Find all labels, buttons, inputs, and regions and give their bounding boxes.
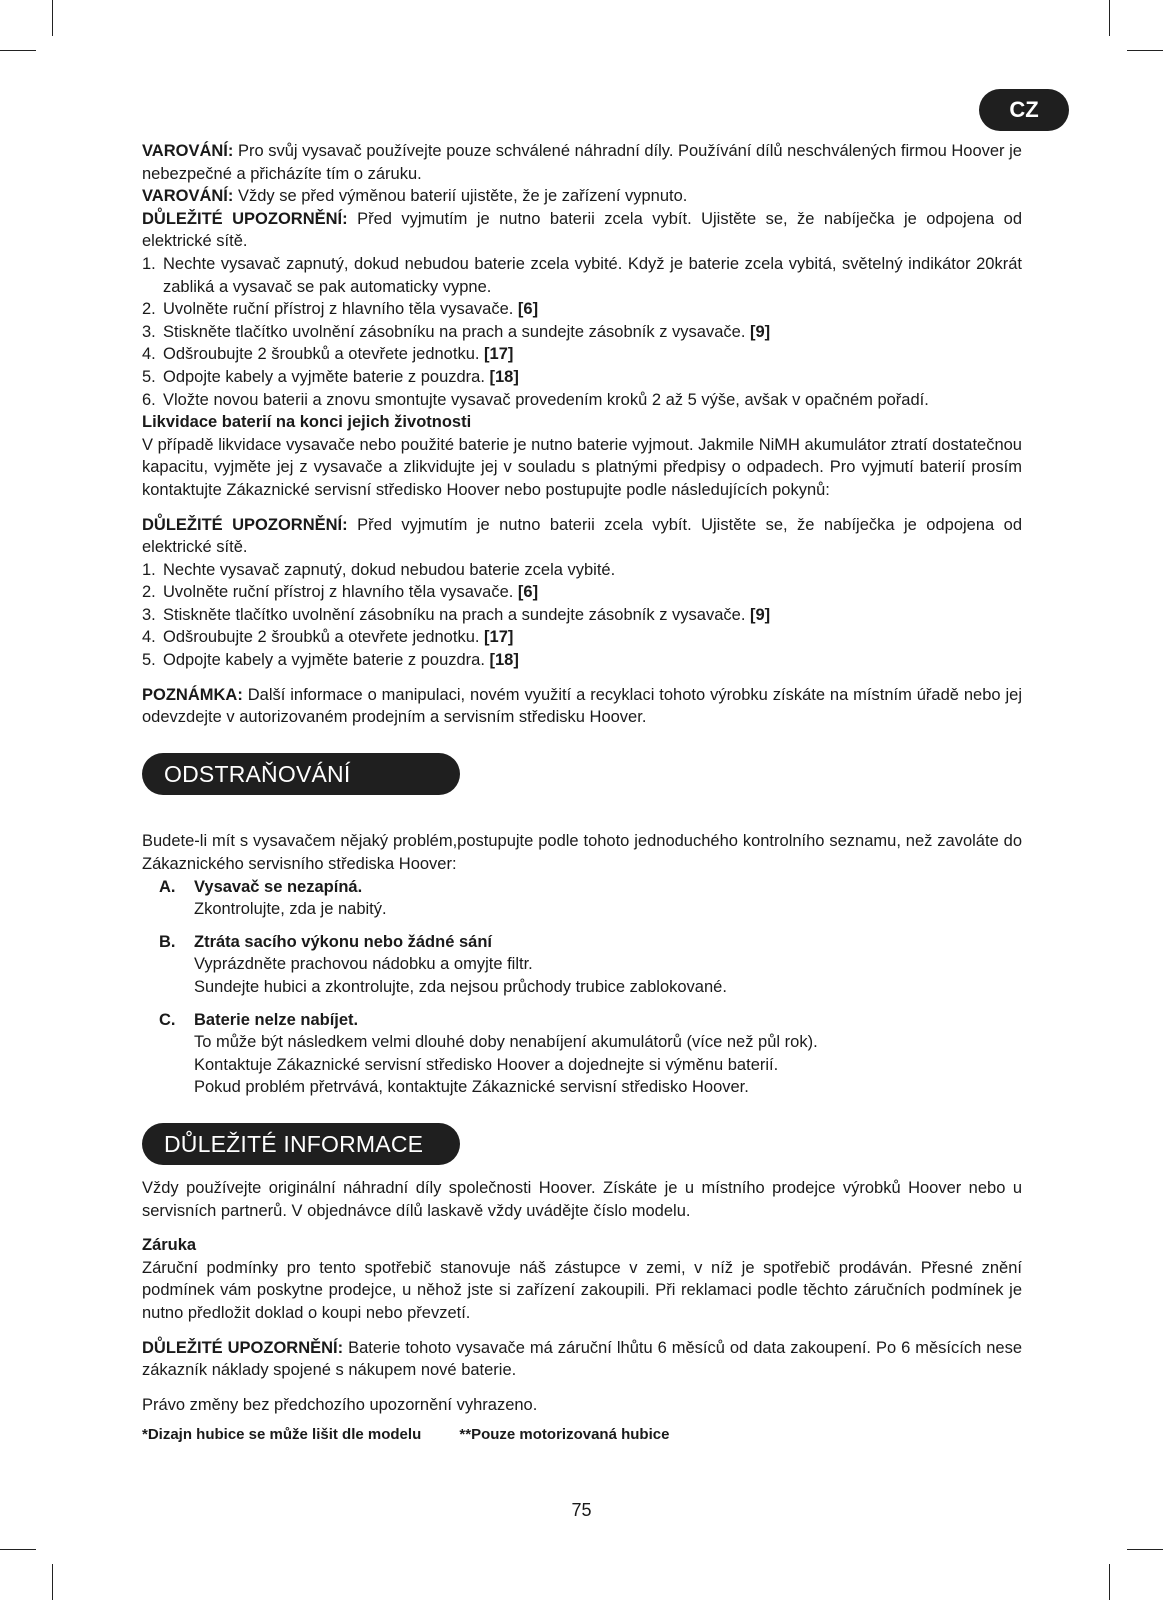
crop-mark-br-v: [1109, 1564, 1110, 1600]
list-item: [142, 581, 1022, 604]
crop-mark-tl-h: [0, 50, 36, 51]
step-ref: [17]: [484, 628, 514, 647]
item-line: To může být následkem velmi dlouhé doby nenabíjení akumulátorů (více než půl rok).: [194, 1033, 818, 1052]
crop-mark-tl-v: [52, 0, 53, 36]
step-ref: [9]: [750, 605, 771, 624]
item-line: Vyprázdněte prachovou nádobku a omyjte filtr.: [194, 955, 533, 974]
step-ref: [6]: [517, 583, 539, 602]
step-number: 5.: [142, 651, 156, 670]
list-item: [142, 343, 1022, 366]
troubleshooting-list: [142, 876, 1022, 1099]
notice-paragraph: [142, 1337, 1022, 1382]
page-content: [142, 140, 1022, 1447]
step-ref: [18]: [489, 651, 519, 670]
important-info-heading: DŮLEŽITÉ INFORMACE: [142, 1123, 460, 1165]
warranty-title: Záruka: [142, 1236, 197, 1255]
warning-paragraph: [142, 140, 1022, 185]
list-item: [142, 366, 1022, 389]
list-item: [142, 1009, 1022, 1099]
rights-reserved: Právo změny bez předchozího upozornění vyhrazeno.: [142, 1395, 538, 1414]
item-letter: B.: [159, 932, 176, 951]
list-item: [142, 649, 1022, 672]
crop-mark-bl-v: [52, 1564, 53, 1600]
list-item: [142, 253, 1022, 298]
crop-mark-tr-v: [1109, 0, 1110, 36]
step-number: 3.: [142, 605, 156, 624]
list-item: [142, 321, 1022, 344]
list-item: [142, 604, 1022, 627]
notice-label: DŮLEŽITÉ UPOZORNĚNÍ:: [142, 515, 348, 534]
list-item: [142, 626, 1022, 649]
step-number: 1.: [142, 254, 156, 273]
step-ref: [18]: [489, 367, 519, 386]
warning-label: VAROVÁNÍ:: [142, 142, 234, 160]
footnotes: [142, 1424, 1022, 1447]
notice-text: Před vyjmutím je nutno baterii zcela vybít. Ujistěte se, že nabíječka je odpojena od elektrické sítě.: [142, 515, 1022, 557]
step-ref: [9]: [750, 322, 771, 341]
important-info-text: Vždy používejte originální náhradní díly společnosti Hoover. Získáte je u místního prodejce výrobků Hoover nebo u servisních partnerů. V objednávce dílů laskavě vždy uvádějte číslo modelu.: [142, 1178, 1022, 1220]
step-number: 2.: [142, 300, 156, 319]
step-text: Uvolněte ruční přístroj z hlavního těla vysavače.: [163, 583, 518, 602]
step-text: Odpojte kabely a vyjměte baterie z pouzdra.: [163, 651, 490, 670]
list-item: [142, 389, 1022, 412]
step-text: Uvolněte ruční přístroj z hlavního těla vysavače.: [163, 300, 518, 319]
item-letter: C.: [159, 1010, 176, 1029]
item-title: Ztráta sacího výkonu nebo žádné sání: [194, 932, 492, 951]
step-text: Nechte vysavač zapnutý, dokud nebudou baterie zcela vybité. Když je baterie zcela vybitá, světelný indikátor 20krát zabliká a vysavač se pak automaticky vypne.: [163, 254, 1022, 296]
step-number: 3.: [142, 322, 156, 341]
footnote: *Dizajn hubice se může lišit dle modelu: [142, 1426, 422, 1444]
item-line: Zkontrolujte, zda je nabitý.: [194, 900, 387, 919]
note-text: Další informace o manipulaci, novém využití a recyklaci tohoto výrobku získáte na místním úřadě nebo jej odevzdejte v autorizovaném prodejním a servisním středisku Hoover.: [142, 685, 1022, 727]
warning-paragraph: [142, 185, 1022, 208]
step-number: 5.: [142, 367, 156, 386]
step-text: Stiskněte tlačítko uvolnění zásobníku na prach a sundejte zásobník z vysavače.: [163, 322, 751, 341]
troubleshooting-heading: ODSTRAŇOVÁNÍ ZÁVAD: [142, 753, 460, 795]
step-number: 2.: [142, 583, 156, 602]
list-item: [142, 559, 1022, 582]
list-item: [142, 298, 1022, 321]
item-line: Pokud problém přetrvává, kontaktujte Zákaznické servisní středisko Hoover.: [194, 1078, 749, 1097]
crop-mark-tr-h: [1127, 50, 1163, 51]
step-text: Odšroubujte 2 šroubků a otevřete jednotku.: [163, 345, 485, 364]
step-text: Stiskněte tlačítko uvolnění zásobníku na prach a sundejte zásobník z vysavače.: [163, 605, 751, 624]
step-number: 4.: [142, 628, 156, 647]
page-number: 75: [571, 1500, 592, 1520]
item-line: Kontaktuje Zákaznické servisní středisko Hoover a dojednejte si výměnu baterií.: [194, 1055, 779, 1074]
step-ref: [6]: [517, 300, 539, 319]
list-item: [142, 931, 1022, 999]
step-ref: [17]: [484, 345, 514, 364]
notice-label: DŮLEŽITÉ UPOZORNĚNÍ:: [142, 1338, 344, 1357]
battery-removal-steps: [142, 559, 1022, 672]
disposal-text: V případě likvidace vysavače nebo použité baterie je nutno baterie vyjmout. Jakmile NiMH akumulátor ztratí dostatečnou kapacitu, vyjměte jej z vysavače a zlikvidujte jej v souladu s platnými předpisy o odpadech. Pro vyjmutí baterií prosím kontaktujte Zákaznické servisní středisko Hoover nebo postupujte podle následujících pokynů:: [142, 435, 1022, 499]
notice-paragraph: [142, 514, 1022, 559]
item-title: Vysavač se nezapíná.: [194, 877, 363, 896]
battery-replacement-steps: [142, 253, 1022, 411]
notice-paragraph: [142, 208, 1022, 253]
warning-text: Vždy se před výměnou baterií ujistěte, že je zařízení vypnuto.: [233, 187, 688, 206]
warranty-text: Záruční podmínky pro tento spotřebič stanovuje náš zástupce v zemi, v níž je spotřebič prodáván. Přesné znění podmínek vám poskytne prodejce, u něhož jste si zařízení zakoupili. Při reklamaci podle těchto záručních podmínek je nutno předložit doklad o koupi nebo převzetí.: [142, 1258, 1022, 1322]
note-paragraph: [142, 684, 1022, 729]
crop-mark-bl-h: [0, 1549, 36, 1550]
language-badge: CZ: [979, 89, 1069, 131]
step-number: 4.: [142, 345, 156, 364]
disposal-title: Likvidace baterií na konci jejich životnosti: [142, 413, 472, 432]
item-letter: A.: [159, 877, 176, 896]
notice-text: Před vyjmutím je nutno baterii zcela vybít. Ujistěte se, že nabíječka je odpojena od elektrické sítě.: [142, 209, 1022, 251]
step-number: 1.: [142, 560, 156, 579]
list-item: [142, 876, 1022, 921]
crop-mark-br-h: [1127, 1549, 1163, 1550]
notice-label: DŮLEŽITÉ UPOZORNĚNÍ:: [142, 209, 348, 228]
step-text: Odšroubujte 2 šroubků a otevřete jednotku.: [163, 628, 485, 647]
note-label: POZNÁMKA:: [142, 685, 243, 704]
step-text: Vložte novou baterii a znovu smontujte vysavač provedením kroků 2 až 5 výše, avšak v opačném pořadí.: [163, 390, 929, 409]
step-text: Nechte vysavač zapnutý, dokud nebudou baterie zcela vybité.: [163, 560, 616, 579]
notice-text: Baterie tohoto vysavače má záruční lhůtu 6 měsíců od data zakoupení. Po 6 měsících nese zákazník náklady spojené s nákupem nové baterie.: [142, 1338, 1022, 1380]
step-text: Odpojte kabely a vyjměte baterie z pouzdra.: [163, 367, 490, 386]
troubleshooting-intro: Budete-li mít s vysavačem nějaký problém,postupujte podle tohoto jednoduchého kontrolního seznamu, než zavoláte do Zákaznického servisního střediska Hoover:: [142, 832, 1022, 874]
item-line: Sundejte hubici a zkontrolujte, zda nejsou průchody trubice zablokované.: [194, 978, 727, 996]
item-title: Baterie nelze nabíjet.: [194, 1010, 359, 1029]
warning-label: VAROVÁNÍ:: [142, 187, 234, 206]
footnote: **Pouze motorizovaná hubice: [459, 1426, 670, 1444]
warning-text: Pro svůj vysavač používejte pouze schválené náhradní díly. Používání dílů neschválených firmou Hoover je nebezpečné a přicházíte tím o záruku.: [142, 142, 1022, 183]
step-number: 6.: [142, 390, 156, 409]
